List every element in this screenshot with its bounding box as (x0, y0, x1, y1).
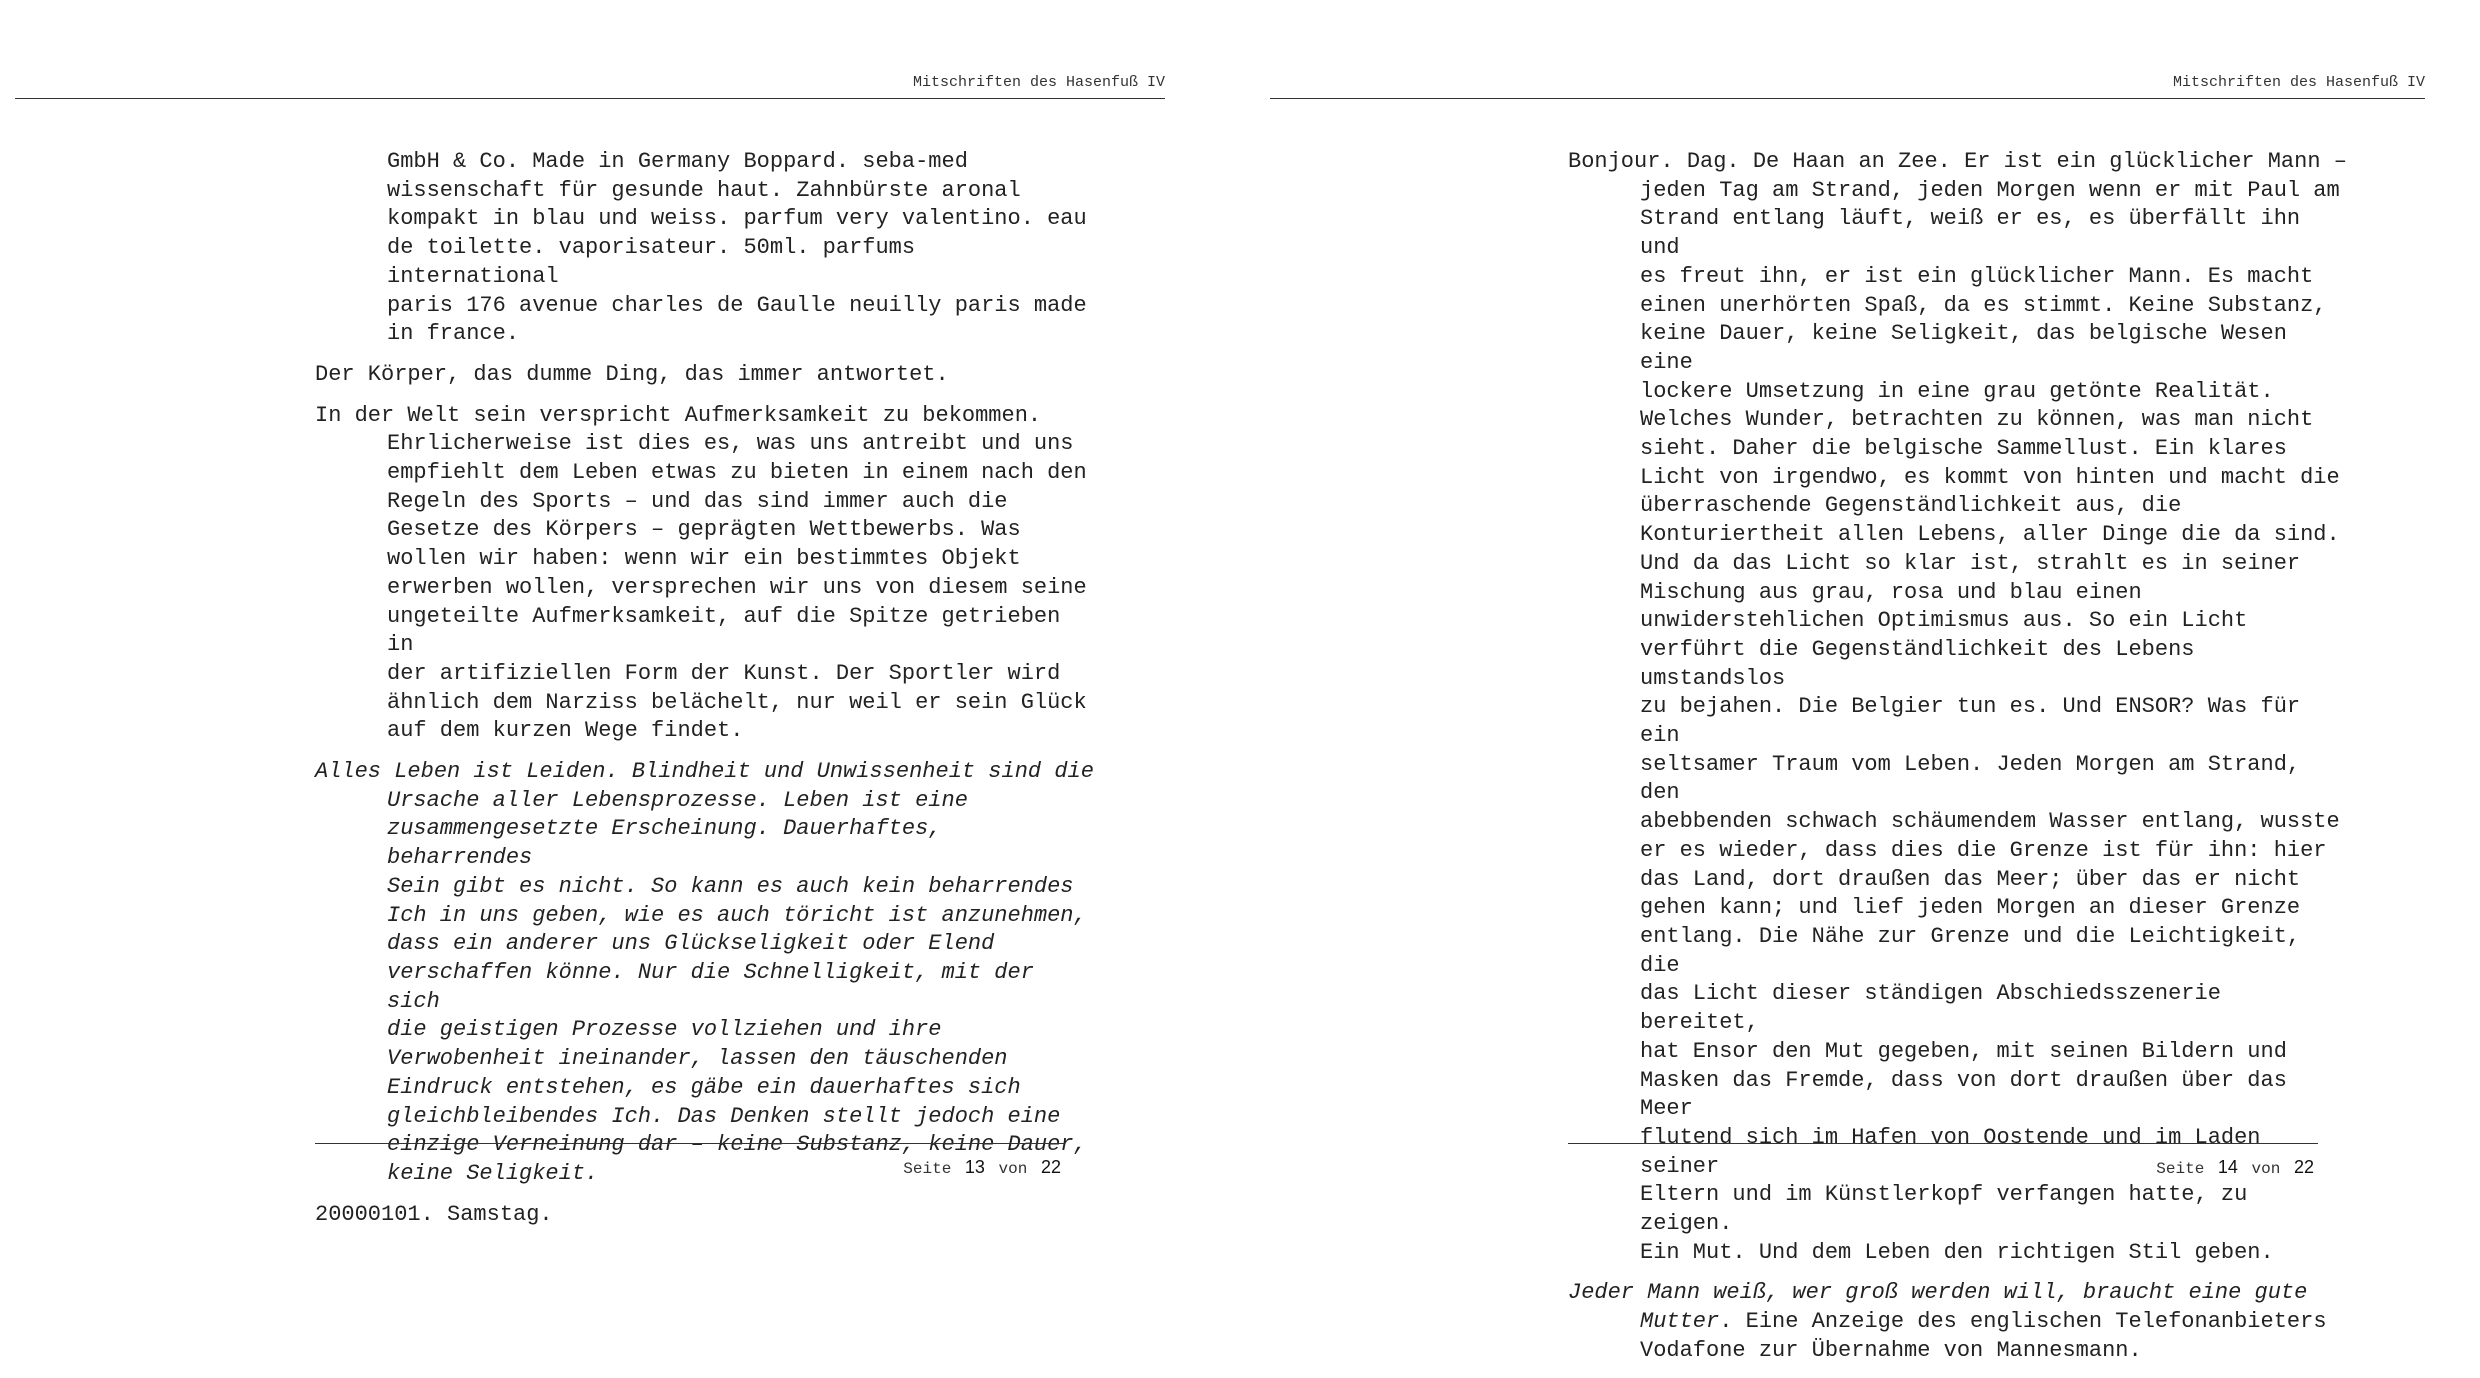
quote-continuation: . Eine Anzeige des englischen Telefonanbieters Vodafone zur Übernahme von Mannesmann. (1640, 1309, 2327, 1363)
running-header: Mitschriften des Hasenfuß IV (2172, 74, 2425, 91)
paragraph-italic: Alles Leben ist Leiden. Blindheit und Unwissenheit sind die Ursache aller Lebensprozesse. Leben ist eine zusammengesetzte Erscheinung. Dauerhaftes, beharrendes Sein gibt es nicht. So kann es auch kein beharrendes Ich in uns geben, wie es auch töricht ist anzunehmen, dass ein anderer uns Glückseligkeit oder Elend verschaffen könne. Nur die Schnelligkeit, mit der sich die geistigen Prozesse vollziehen und ihre Verwobenheit ineinander, lassen den täuschenden Eindruck entstehen, es gäbe ein dauerhaftes sich gleichbleibendes Ich. Das Denken stellt jedoch eine einzige Verneinung dar – keine Substanz, keine Dauer, keine Seligkeit. (315, 759, 1094, 1186)
paragraph: In der Welt sein verspricht Aufmerksamkeit zu bekommen. Ehrlicherweise ist dies es, was uns antreibt und uns empfiehlt dem Leben etwas zu bieten in einem nach den Regeln des Sports – und das sind immer auch die Gesetze des Körpers – geprägten Wettbewerbs. Was wollen wir haben: wenn wir ein bestimmtes Objekt erwerben wollen, versprechen wir uns von diesem seine ungeteilte Aufmerksamkeit, auf die Spitze getrieben in der artifiziellen Form der Kunst. Der Sportler wird ähnlich dem Narziss belächelt, nur weil er sein Glück auf dem kurzen Wege findet. (315, 402, 1087, 744)
footer-rule (315, 1143, 1065, 1144)
footer-rule (1568, 1143, 2318, 1144)
header-rule (15, 98, 1165, 99)
page-number: 13 (964, 1157, 985, 1177)
page-body (1568, 148, 2348, 1378)
page-13 (0, 0, 1240, 1240)
footer-label-von: von (2251, 1160, 2281, 1178)
page-number: 14 (2217, 1157, 2238, 1177)
header-rule (1270, 98, 2425, 99)
page-footer (1568, 1157, 2318, 1178)
paragraph: 20000101. Samstag. (315, 1201, 553, 1227)
page-total: 22 (1040, 1157, 1061, 1177)
running-header: Mitschriften des Hasenfuß IV (912, 74, 1165, 91)
footer-label-von: von (998, 1160, 1028, 1178)
footer-label-seite: Seite (2156, 1160, 2205, 1178)
paragraph: GmbH & Co. Made in Germany Boppard. seba-med wissenschaft für gesunde haut. Zahnbürste aronal kompakt in blau und weiss. parfum very valentino. eau de toilette. vaporisateur. 50ml. parfums international paris 176 avenue charles de Gaulle neuilly paris made in france. (387, 149, 1087, 347)
page-total: 22 (2293, 1157, 2314, 1177)
paragraph: Bonjour. Dag. De Haan an Zee. Er ist ein glücklicher Mann – jeden Tag am Strand, jeden Morgen wenn er mit Paul am Strand entlang läuft, weiß er es, es überfällt ihn und es freut ihn, er ist ein glücklicher Mann. Es macht einen unerhörten Spaß, da es stimmt. Keine Substanz, keine Dauer, keine Seligkeit, das belgische Wesen eine lockere Umsetzung in eine grau getönte Realität. Welches Wunder, betrachten zu können, was man nicht sieht. Daher die belgische Sammellust. Ein klares Licht von irgendwo, es kommt von hinten und macht die überraschende Gegenständlichkeit aus, die Konturiertheit allen Lebens, aller Dinge die da sind. Und da das Licht so klar ist, strahlt es in seiner Mischung aus grau, rosa und blau einen unwiderstehlichen Optimismus aus. So ein Licht verführt die Gegenständlichkeit des Lebens umstandslos zu bejahen. Die Belgier tun es. Und ENSOR? Was für ein seltsamer Traum vom Leben. Jeden Morgen am Strand, den abebbenden schwach schäumendem Wasser entlang, wusste er es wieder, dass dies die Grenze ist für ihn: hier das Land, dort draußen das Meer; über das er nicht gehen kann; und lief jeden Morgen an dieser Grenze entlang. Die Nähe zur Grenze und die Leichtigkeit, die das Licht dieser ständigen Abschiedsszenerie bereitet, hat Ensor den Mut gegeben, mit seinen Bildern und Masken das Fremde, dass von dort draußen über das Meer flutend sich im Hafen von Oostende und im Laden seiner Eltern und im Künstlerkopf verfangen hatte, zu zeigen. Ein Mut. Und dem Leben den richtigen Stil geben. (1568, 149, 2347, 1265)
page-14 (1240, 0, 2480, 1363)
paragraph-mixed (1568, 1279, 2348, 1365)
paragraph: Der Körper, das dumme Ding, das immer antwortet. (315, 361, 949, 387)
page-body (315, 148, 1095, 1241)
page-footer (315, 1157, 1065, 1178)
footer-label-seite: Seite (903, 1160, 952, 1178)
italic-quote: Jeder Mann weiß, wer groß werden will, braucht eine gute Mutter (1568, 1280, 2308, 1335)
